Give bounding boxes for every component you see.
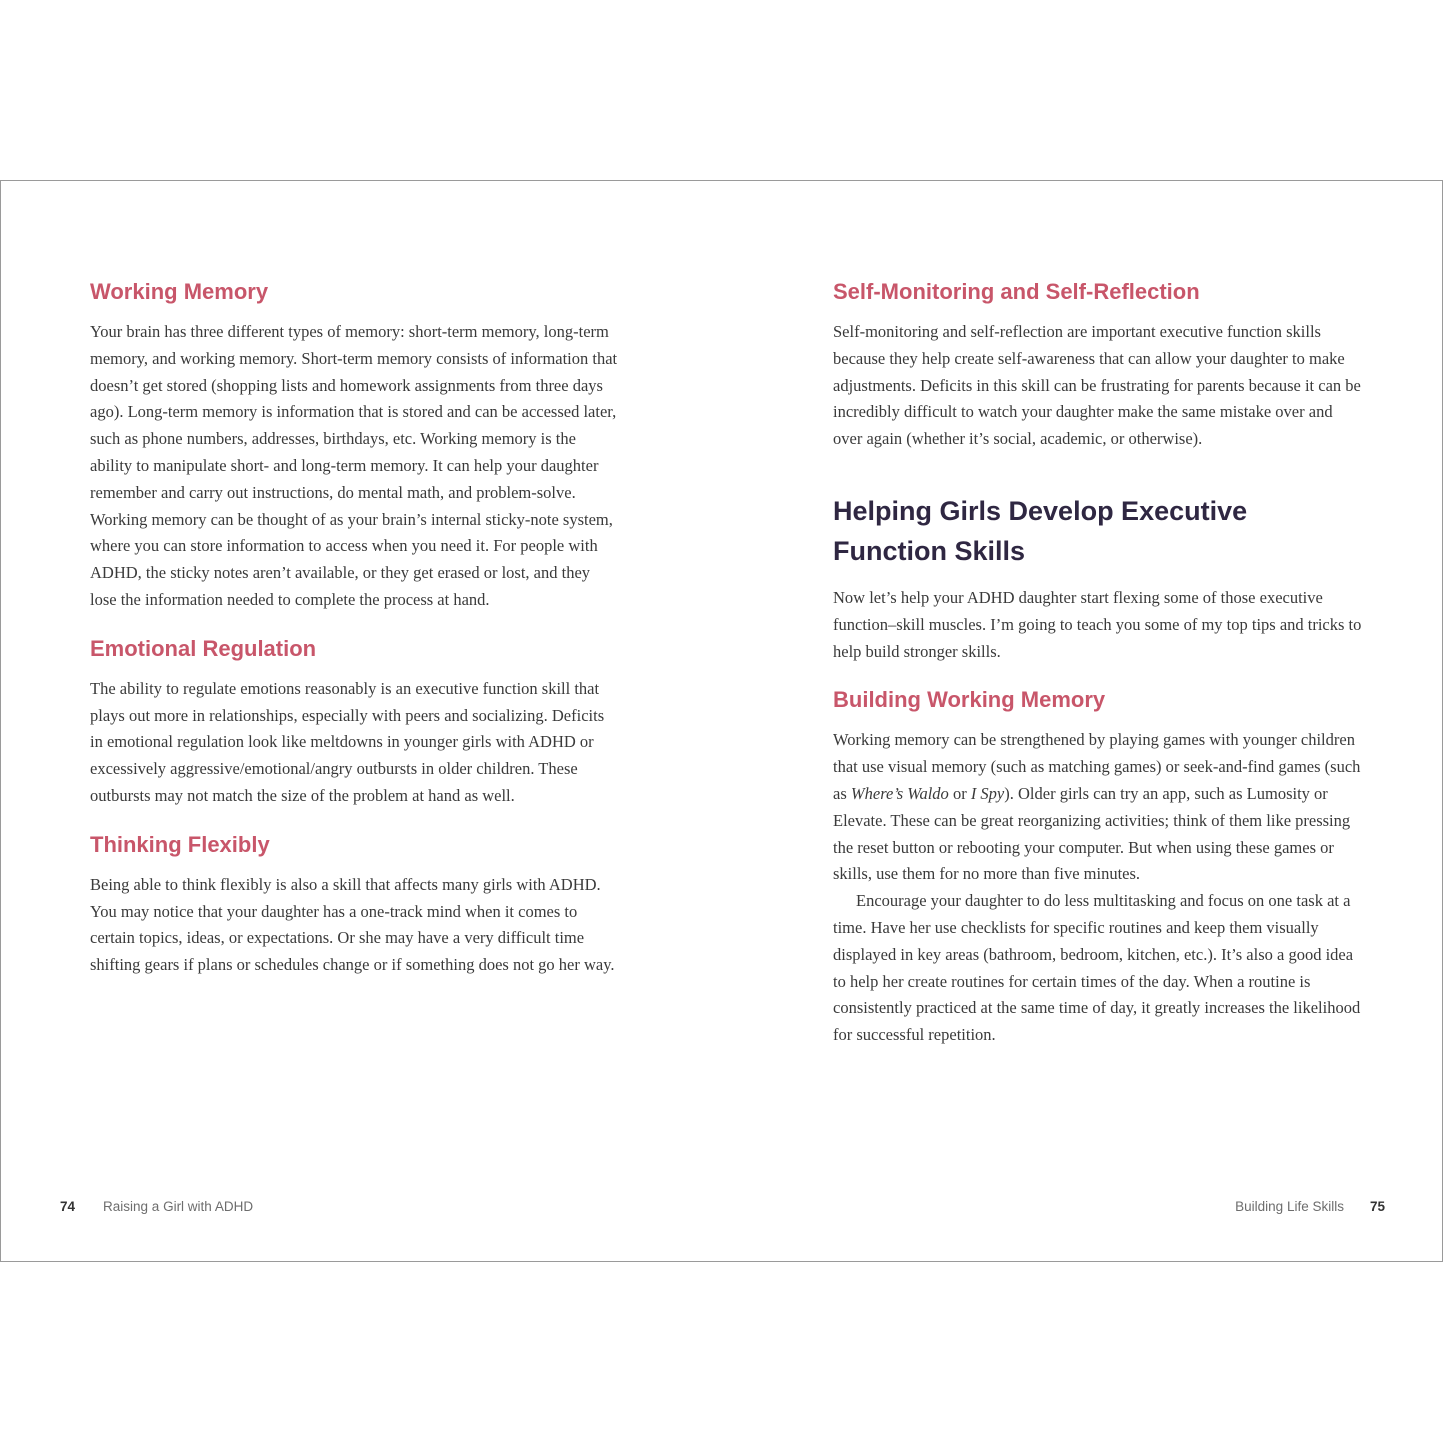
main-heading — [833, 491, 1363, 571]
left-footer — [60, 1198, 253, 1216]
paragraph-working-memory: Your brain has three different types of memory: short-term memory, long-term memory, and working memory. Short-term memory consists of information that doesn’t get stored (shopping lists and homework assignments from three days ago). Long-term memory is information that is stored and can be accessed later, such as phone numbers, addresses, birthdays, etc. Working memory is the ability to manipulate short- and long-term memory. It can help your daughter remember and carry out instructions, do mental math, and problem-solve. Working memory can be thought of as your brain’s internal sticky-note system, where you can store information to access when you need it. For people with ADHD, the sticky notes aren’t available, or they get erased or lost, and they lose the information needed to complete the process at hand. — [90, 322, 618, 609]
left-page — [1, 181, 723, 1261]
heading-thinking-flexibly: Thinking Flexibly — [90, 831, 270, 857]
paragraph-self-monitoring: Self-monitoring and self-reflection are important executive function skills because they help create self-awareness that can allow your daughter to make adjustments. Deficits in this skill can be frustrating for parents because it can be incredibly difficult to watch your daughter make the same mistake over and over again (whether it’s social, academic, or otherwise). — [833, 322, 1361, 449]
text-run: ). Older girls can try an app, such as Lumosity or Elevate. These can be great reorganizing activities; think of them like pressing the reset button or rebooting your computer. But when using these games or skills, use them for no more than five minutes. — [833, 783, 1351, 884]
left-column — [90, 277, 620, 979]
spacer — [833, 665, 1363, 685]
running-title-right: Building Life Skills — [1235, 1199, 1344, 1214]
page-number-left: 74 — [60, 1199, 76, 1214]
text-run: Working memory can be strengthened by playing games with younger children that use visual memory (such as matching games) or seek-and-find games (such as — [833, 730, 1361, 803]
paragraph-emotional-regulation: The ability to regulate emotions reasonably is an executive function skill that plays out more in relationships, especially with peers and socializing. Deficits in emotional regulation look like meltdowns in younger girls with ADHD or excessively aggressive/emotional/angry outbursts in older children. These outbursts may not match the size of the problem at hand as well. — [90, 678, 605, 805]
text-run: or — [948, 783, 971, 803]
paragraph-thinking-flexibly: Being able to think flexibly is also a skill that affects many girls with ADHD. You may notice that your daughter has a one-track mind when it comes to certain topics, ideas, or expectations. Or she may have a very difficult time shifting gears if plans or schedules change or if something does not go her way. — [90, 874, 615, 975]
italic-title-i-spy: I Spy — [970, 783, 1005, 803]
right-footer — [1235, 1198, 1385, 1216]
spacer — [90, 614, 620, 634]
heading-emotional-regulation: Emotional Regulation — [90, 635, 317, 661]
main-heading-line2: Function Skills — [833, 535, 1026, 566]
heading-working-memory: Working Memory — [90, 279, 269, 304]
main-heading-line1: Helping Girls Develop Executive — [833, 495, 1248, 526]
heading-building-working-memory: Building Working Memory — [833, 687, 1106, 713]
heading-self-monitoring: Self-Monitoring and Self-Reflection — [833, 279, 1200, 304]
paragraph-building-working-memory-2: Encourage your daughter to do less multitasking and focus on one task at a time. Have her use checklists for specific routines and keep them visually displayed in key areas (bathroom, bedroom, kitchen, etc.). It’s also a good idea to help her create routines for certain times of the day. When a routine is consistently practiced at the same time of day, it greatly increases the likelihood for successful repetition. — [833, 891, 1361, 1045]
page-number-right: 75 — [1369, 1199, 1385, 1214]
right-page — [723, 181, 1444, 1261]
spacer — [833, 453, 1363, 491]
right-column — [833, 277, 1363, 1049]
paragraph-intro: Now let’s help your ADHD daughter start flexing some of those executive function–skill muscles. I’m going to teach you some of my top tips and tricks to help build stronger skills. — [833, 587, 1362, 661]
spacer — [90, 810, 620, 830]
paragraph-building-working-memory-1 — [833, 727, 1363, 888]
book-spread — [0, 180, 1443, 1262]
running-title-left: Raising a Girl with ADHD — [103, 1199, 254, 1214]
italic-title-wheres-waldo: Where’s Waldo — [850, 783, 949, 803]
